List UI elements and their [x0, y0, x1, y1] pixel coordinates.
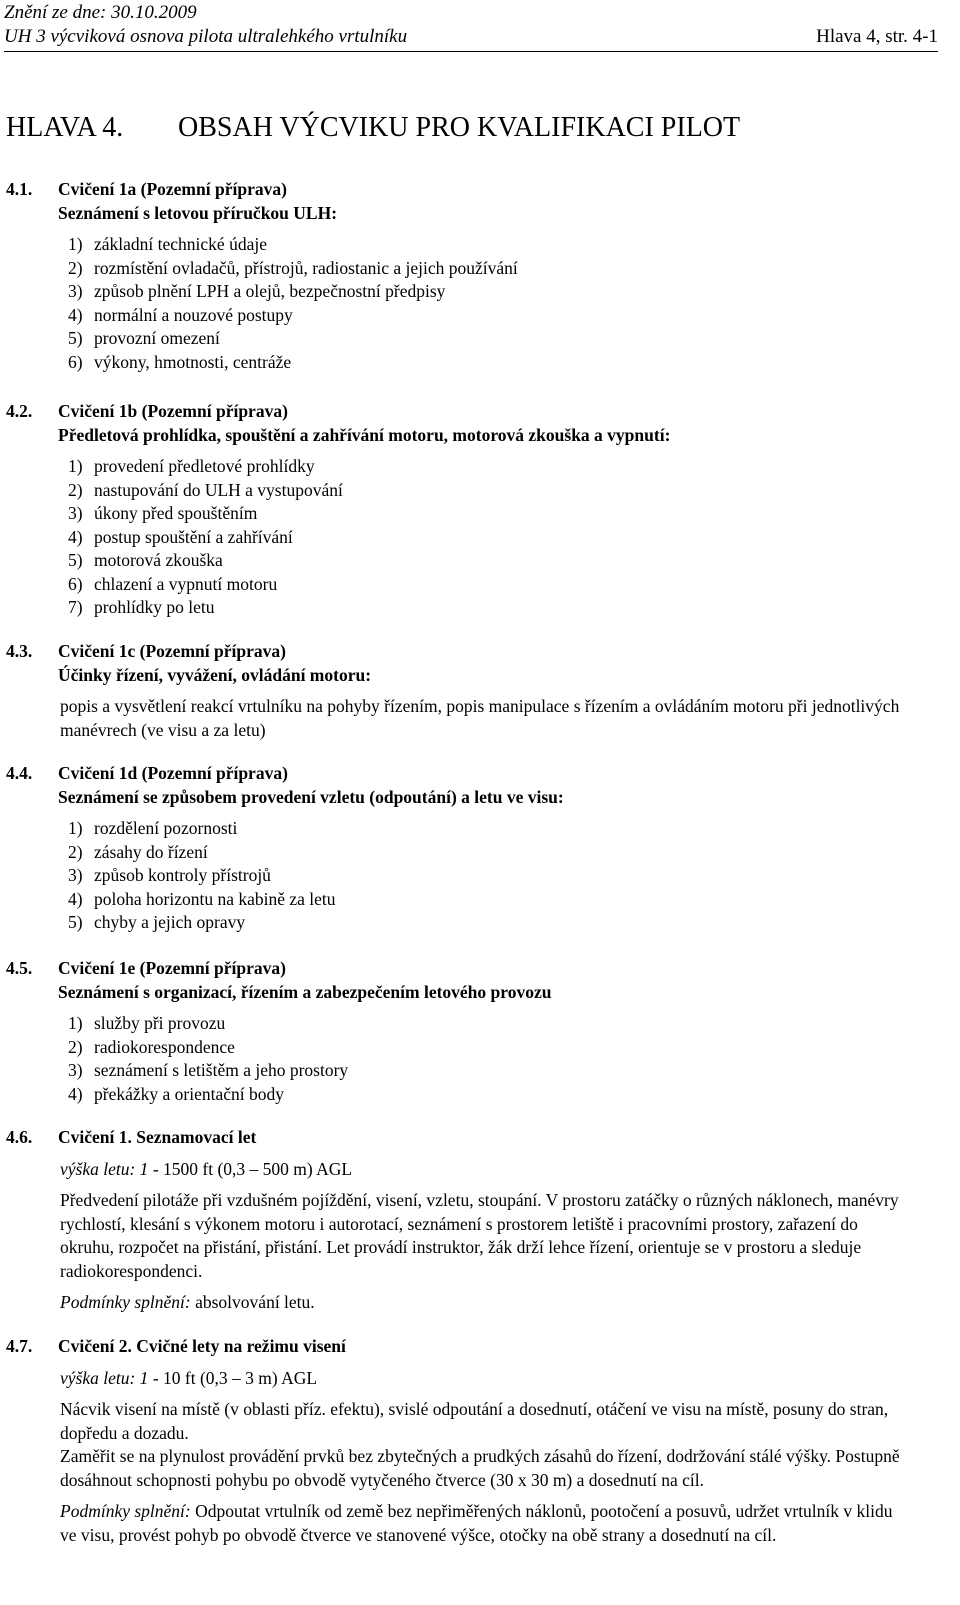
- header-document-title: UH 3 výcviková osnova pilota ultralehkého vrtulníku: [4, 26, 408, 47]
- list-item-number: 5): [68, 912, 83, 932]
- flight-height-value: - 10 ft (0,3 – 3 m) AGL: [148, 1367, 318, 1388]
- section-4-4: [6, 762, 936, 935]
- list-item: [68, 257, 936, 281]
- section-4-7: [6, 1335, 936, 1547]
- flight-height: [60, 1367, 936, 1391]
- list-item-number: 7): [68, 597, 83, 617]
- list-item-text: postup spouštění a zahřívání: [94, 526, 293, 547]
- list-item-number: 3): [68, 503, 83, 523]
- list-item: [68, 888, 936, 912]
- list-item: [68, 841, 936, 865]
- list-item: [68, 864, 936, 888]
- list-item: [68, 351, 936, 375]
- header-page-number: Hlava 4, str. 4-1: [816, 26, 938, 47]
- section-title: Cvičení 1a (Pozemní příprava): [58, 179, 287, 199]
- section-4-2: [6, 400, 936, 620]
- list-item: [68, 327, 936, 351]
- list-item: [68, 911, 936, 935]
- list-item: [68, 1036, 936, 1060]
- completion-conditions: [60, 1291, 936, 1315]
- list-item: [68, 304, 936, 328]
- header-date: Znění ze dne: 30.10.2009: [4, 2, 197, 23]
- section-title: Cvičení 1d (Pozemní příprava): [58, 763, 288, 783]
- list-item-number: 1): [68, 234, 83, 254]
- list-item: [68, 233, 936, 257]
- list-item-text: radiokorespondence: [94, 1036, 235, 1057]
- list-item-text: normální a nouzové postupy: [94, 304, 293, 325]
- section-text: Zaměřit se na plynulost provádění prvků bez zbytečných a prudkých zásahů do řízení, dodržování stálé výšky. Postupně dosáhnout schopnosti pohybu po obvodě vytyčeného čtverce (30 x 30 m) a dosednutí na cíl.: [60, 1446, 900, 1490]
- header-rule: [4, 51, 938, 52]
- list-item: [68, 573, 936, 597]
- list-item: [68, 596, 936, 620]
- section-subtitle: Účinky řízení, vyvážení, ovládání motoru:: [58, 664, 372, 685]
- list-item-number: 2): [68, 841, 83, 862]
- section-number: 4.4.: [6, 763, 33, 783]
- list-item-number: 4): [68, 304, 83, 325]
- list-item-number: 6): [68, 351, 83, 372]
- completion-label: Podmínky splnění:: [60, 1292, 191, 1312]
- section-number: 4.1.: [6, 179, 33, 199]
- list-item: [68, 1012, 936, 1036]
- list-item: [68, 479, 936, 503]
- list-item-text: úkony před spouštěním: [94, 503, 258, 523]
- list-item-text: chlazení a vypnutí motoru: [94, 573, 278, 594]
- list-item-text: chyby a jejich opravy: [94, 912, 246, 932]
- list-item-text: motorová zkouška: [94, 550, 223, 570]
- chapter-title: OBSAH VÝCVIKU PRO KVALIFIKACI PILOT: [178, 112, 741, 143]
- list-item-number: 4): [68, 888, 83, 909]
- list-item-number: 4): [68, 1083, 83, 1104]
- list-item-number: 3): [68, 1060, 83, 1080]
- list-item-text: způsob plnění LPH a olejů, bezpečnostní předpisy: [94, 281, 446, 301]
- list-item-text: seznámení s letištěm a jeho prostory: [94, 1060, 349, 1080]
- list-item-number: 2): [68, 1036, 83, 1057]
- list-item-number: 2): [68, 479, 83, 500]
- section-number: 4.7.: [6, 1336, 33, 1356]
- list-item-number: 5): [68, 550, 83, 570]
- list-item: [68, 817, 936, 841]
- list-item-number: 3): [68, 865, 83, 885]
- list-item-number: 2): [68, 257, 83, 278]
- section-4-3: [6, 640, 936, 742]
- list-item-text: rozmístění ovladačů, přístrojů, radiostanic a jejich používání: [94, 257, 518, 278]
- list-item: [68, 549, 936, 573]
- list-item-text: nastupování do ULH a vystupování: [94, 479, 343, 500]
- completion-conditions: [60, 1500, 910, 1547]
- section-title: Cvičení 2. Cvičné lety na režimu visení: [58, 1336, 346, 1356]
- completion-label: Podmínky splnění:: [60, 1501, 191, 1521]
- item-list: [68, 1012, 936, 1106]
- section-text: Předvedení pilotáže při vzdušném pojíždění, visení, vzletu, stoupání. V prostoru zatáčky o různých náklonech, manévry rychlostí, klesání s výkonem motoru i autorotací, seznámení s prostorem letiště i pracovními prostory, zařazení do okruhu, rozpočet na přistání, přistání. Let provádí instruktor, žák drží lehce řízení, orientuje se v prostoru a sleduje radiokorespondenci.: [60, 1190, 899, 1281]
- section-subtitle: Seznámení s letovou příručkou ULH:: [58, 202, 338, 223]
- section-title: Cvičení 1b (Pozemní příprava): [58, 401, 288, 421]
- list-item-number: 1): [68, 1013, 83, 1033]
- list-item: [68, 455, 936, 479]
- list-item-text: služby při provozu: [94, 1013, 226, 1033]
- section-title: Cvičení 1c (Pozemní příprava): [58, 641, 286, 661]
- completion-value: Odpoutat vrtulník od země bez nepřiměřených náklonů, pootočení a posuvů, udržet vrtulník v klidu ve visu, provést pohyb po obvodě čtverce ve stanovené výšce, otočky na obě strany a dosednutí na cíl.: [60, 1501, 893, 1545]
- section-subtitle: Seznámení s organizací, řízením a zabezpečením letového provozu: [58, 981, 552, 1002]
- list-item: [68, 280, 936, 304]
- list-item-number: 4): [68, 526, 83, 547]
- item-list: [68, 817, 936, 935]
- list-item: [68, 526, 936, 550]
- flight-height-value: - 1500 ft (0,3 – 500 m) AGL: [148, 1158, 353, 1179]
- section-number: 4.3.: [6, 641, 33, 661]
- section-number: 4.5.: [6, 958, 33, 978]
- list-item-text: provedení předletové prohlídky: [94, 456, 315, 476]
- flight-height-label: výška letu: 1: [60, 1158, 149, 1179]
- list-item-number: 1): [68, 818, 83, 838]
- item-list: [68, 455, 936, 620]
- list-item-text: překážky a orientační body: [94, 1083, 284, 1104]
- section-4-1: [6, 178, 936, 374]
- item-list: [68, 233, 936, 374]
- list-item-text: základní technické údaje: [94, 234, 267, 254]
- list-item-number: 3): [68, 281, 83, 301]
- chapter-heading: [6, 112, 740, 144]
- section-4-5: [6, 957, 936, 1106]
- flight-height: [60, 1158, 936, 1182]
- list-item-number: 5): [68, 328, 83, 348]
- list-item-text: rozdělení pozornosti: [94, 818, 238, 838]
- chapter-number: HLAVA 4.: [6, 112, 124, 143]
- section-subtitle: Seznámení se způsobem provedení vzletu (odpoutání) a letu ve visu:: [58, 786, 564, 807]
- list-item-text: prohlídky po letu: [94, 597, 215, 617]
- list-item-number: 6): [68, 573, 83, 594]
- list-item-number: 1): [68, 456, 83, 476]
- flight-height-label: výška letu: 1: [60, 1367, 149, 1388]
- section-text: Nácvik visení na místě (v oblasti příz. efektu), svislé odpoutání a dosednutí, otáčení ve visu na místě, posuny do stran, dopředu a dozadu.: [60, 1399, 889, 1443]
- section-number: 4.6.: [6, 1127, 33, 1147]
- list-item-text: způsob kontroly přístrojů: [94, 865, 271, 885]
- list-item: [68, 502, 936, 526]
- section-4-6: [6, 1126, 936, 1315]
- list-item-text: provozní omezení: [94, 328, 220, 348]
- list-item-text: zásahy do řízení: [94, 841, 208, 862]
- section-text: popis a vysvětlení reakcí vrtulníku na pohyby řízením, popis manipulace s řízením a ovládáním motoru při jednotlivých manévrech (ve visu a za letu): [60, 696, 900, 740]
- list-item-text: výkony, hmotnosti, centráže: [94, 351, 292, 372]
- section-number: 4.2.: [6, 401, 33, 421]
- section-title: Cvičení 1. Seznamovací let: [58, 1127, 257, 1147]
- list-item-text: poloha horizontu na kabině za letu: [94, 888, 336, 909]
- list-item: [68, 1059, 936, 1083]
- list-item: [68, 1083, 936, 1107]
- section-subtitle: Předletová prohlídka, spouštění a zahřívání motoru, motorová zkouška a vypnutí:: [58, 424, 671, 445]
- section-title: Cvičení 1e (Pozemní příprava): [58, 958, 286, 978]
- completion-value: absolvování letu.: [190, 1292, 315, 1312]
